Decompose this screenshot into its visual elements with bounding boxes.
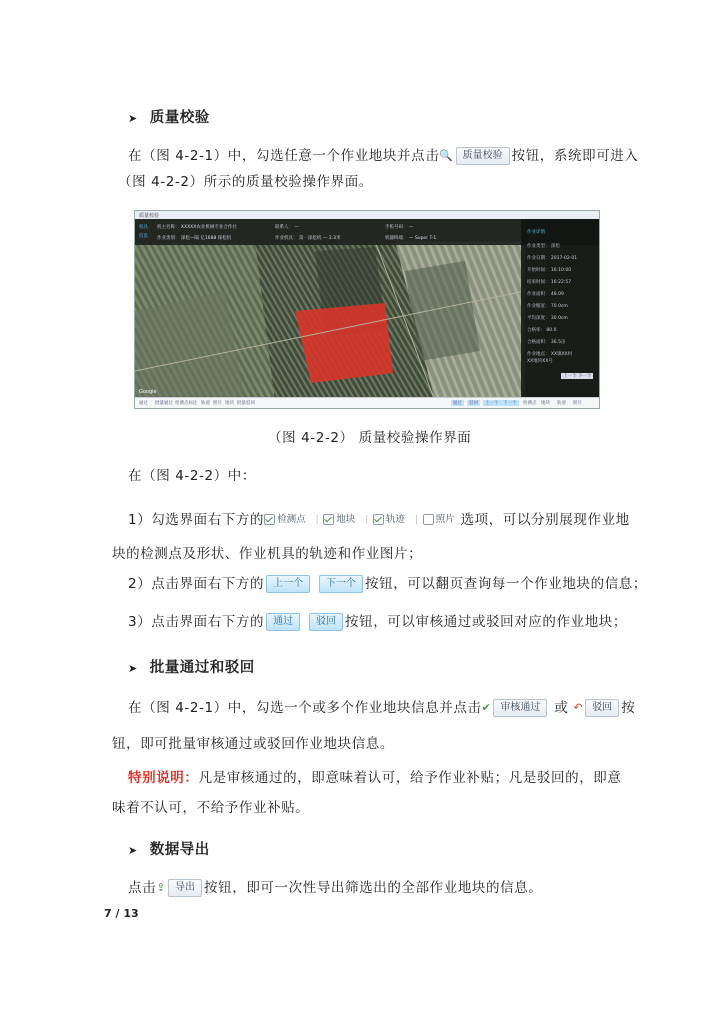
figure-bottom-toolbar xyxy=(135,397,599,409)
panel-title: 作业详情 xyxy=(527,230,545,235)
panel-row: 平均深度： 30.0cm xyxy=(527,316,568,321)
section-heading-quality-check xyxy=(128,106,210,127)
special-note xyxy=(128,768,622,788)
panel-row: XX地块XX号 xyxy=(527,359,553,364)
next-button-image: 下一个 xyxy=(319,575,363,593)
paragraph-line: （图 4-2-2）所示的质量校验操作界面。 xyxy=(118,174,373,190)
section-heading-batch xyxy=(128,656,255,677)
paragraph-line xyxy=(128,878,542,898)
window-titlebar xyxy=(135,211,599,219)
arrow-bullet-icon: ➤ xyxy=(128,112,138,125)
quality-check-button-image: 质量校验 xyxy=(456,147,510,165)
panel-row: 作业面积： 48.09 xyxy=(527,292,564,297)
text: 1）勾选界面右下方的 xyxy=(128,512,265,528)
toolbar-item[interactable]: 照片 xyxy=(213,401,222,406)
export-button-image: 导出 xyxy=(168,879,202,897)
panel-row: 结束时间： 16:22:57 xyxy=(527,280,572,285)
checkbox-detect-points[interactable]: 检测点 xyxy=(523,401,537,406)
toolbar-item[interactable]: 检测点标注 xyxy=(175,401,198,406)
text: 凡是审核通过的，即意味着认可，给予作业补贴；凡是驳回的，即意 xyxy=(198,770,622,786)
panel-row: 作业幅宽： 70.0cm xyxy=(527,304,568,309)
checkbox-photo-image xyxy=(423,514,455,525)
paragraph-line xyxy=(128,698,635,718)
checkmark-icon: ✔ xyxy=(481,701,492,714)
toolbar-item[interactable]: 批量驳回 xyxy=(237,401,255,406)
magnifier-icon: 🔍 xyxy=(439,149,454,162)
toolbar-item[interactable]: 地块 xyxy=(225,401,234,406)
batch-approve-button-image: 审核通过 xyxy=(493,699,547,717)
paragraph-line: 1）勾选界面右下方的 检测点 | 地块 | 轨迹 | 照片 选项，可以分别展现作业地 xyxy=(128,512,630,528)
reject-button-image: 驳回 xyxy=(309,613,343,631)
panel-row: 合格率： 80.0 xyxy=(527,328,557,333)
text: 按钮，即可一次性导出筛选出的全部作业地块的信息。 xyxy=(204,880,543,896)
arrow-bullet-icon: ➤ xyxy=(128,844,138,857)
section-title: 质量校验 xyxy=(149,110,210,126)
section-title: 数据导出 xyxy=(149,842,210,858)
checkbox-label: 检测点 xyxy=(277,514,306,525)
work-detail-panel xyxy=(521,219,599,399)
text: 按钮，可以翻页查询每一个作业地块的信息； xyxy=(365,576,647,592)
text: 按 xyxy=(621,700,636,716)
info-field: 联系人： — xyxy=(275,225,299,230)
info-field: 作业类别： 深松—隔 亿1688 探松机 xyxy=(157,236,232,241)
paragraph-line xyxy=(128,146,639,166)
section-heading-export xyxy=(128,838,210,859)
note-label: 特别说明： xyxy=(128,770,199,786)
toolbar-item[interactable]: 轨迹 xyxy=(201,401,210,406)
checkbox-label: 照片 xyxy=(435,514,455,525)
reject-button[interactable]: 驳回 xyxy=(469,401,478,406)
text: 在（图 4-2-1）中，勾选一个或多个作业地块信息并点击 xyxy=(128,700,482,716)
paragraph-line xyxy=(128,612,627,632)
selected-field-highlight xyxy=(295,303,393,383)
undo-arrow-icon: ↶ xyxy=(573,701,584,714)
checkbox-label: 地块 xyxy=(336,514,356,525)
checkbox-track[interactable]: 轨迹 xyxy=(557,401,566,406)
panel-row: 作业地点： XX镇XX村 xyxy=(527,352,573,357)
screenshot-figure xyxy=(134,210,600,409)
text: 选项，可以分别展现作业地 xyxy=(460,512,630,528)
section-title: 批量通过和驳回 xyxy=(149,660,255,676)
pass-button-image: 通过 xyxy=(266,613,300,631)
text: 2）点击界面右下方的 xyxy=(128,576,265,592)
arrow-bullet-icon: ➤ xyxy=(128,662,138,675)
paragraph-line xyxy=(128,574,647,594)
text: 按钮，可以审核通过或驳回对应的作业地块； xyxy=(345,614,627,630)
info-label: 机具 xyxy=(139,225,148,230)
panel-row: 作业类型： 深松 xyxy=(527,244,560,249)
info-field: 作业机具： 第一深松机 — 3.3米 xyxy=(275,236,341,241)
checkbox-label: 轨迹 xyxy=(385,514,405,525)
next-button[interactable]: 下一个 xyxy=(503,401,517,406)
export-icon: ⇪ xyxy=(156,881,167,894)
checkbox-checked-icon xyxy=(323,514,334,525)
text: 按钮，系统即可进入 xyxy=(511,148,639,164)
toolbar-item[interactable]: 批量通过 xyxy=(155,401,173,406)
paragraph-line: 块的检测点及形状、作业机具的轨迹和作业图片； xyxy=(112,546,423,562)
paragraph-line: 钮，即可批量审核通过或驳回作业地块信息。 xyxy=(112,736,394,752)
info-field: 机主名称： XXXXX农业机械专业合作社 xyxy=(157,225,237,230)
checkbox-unchecked-icon xyxy=(423,514,434,525)
window-title: 质量校验 xyxy=(139,213,160,219)
info-label: 信息 xyxy=(139,234,148,239)
toolbar-item[interactable]: 通过 xyxy=(139,401,148,406)
checkbox-field-image xyxy=(323,514,355,525)
prev-button[interactable]: 上一个 xyxy=(485,401,499,406)
paragraph-line: 味着不认可，不给予作业补贴。 xyxy=(112,800,310,816)
panel-row: 作业日期： 2017-02-01 xyxy=(527,256,578,261)
checkbox-field[interactable]: 地块 xyxy=(541,401,550,406)
prev-button-image: 上一个 xyxy=(266,575,310,593)
checkbox-photo[interactable]: 照片 xyxy=(573,401,582,406)
paragraph-line: 在（图 4-2-2）中： xyxy=(128,468,257,484)
text: 点击 xyxy=(128,880,157,896)
batch-reject-button-image: 驳回 xyxy=(585,699,619,717)
pass-button[interactable]: 通过 xyxy=(453,401,462,406)
checkbox-checked-icon xyxy=(373,514,384,525)
panel-nav-buttons[interactable]: 上一个 下一个 xyxy=(563,374,592,379)
text: 3）点击界面右下方的 xyxy=(128,614,265,630)
text: 或 xyxy=(554,700,569,716)
info-field: 机器终端： — Super T-1 xyxy=(385,236,437,241)
checkbox-track-image xyxy=(373,514,405,525)
checkbox-detect-points-image xyxy=(264,514,306,525)
panel-row: 开始时间： 16:10:00 xyxy=(527,268,572,273)
figure-caption: （图 4-2-2） 质量校验操作界面 xyxy=(268,430,472,446)
page-number: 7 / 13 xyxy=(104,907,139,920)
info-field: 手机号码： — xyxy=(385,225,414,230)
panel-row: 合格面积： 36.5亩 xyxy=(527,340,566,345)
checkbox-checked-icon xyxy=(264,514,275,525)
text: 在（图 4-2-1）中，勾选任意一个作业地块并点击 xyxy=(128,148,440,164)
google-logo: Google xyxy=(139,389,157,395)
